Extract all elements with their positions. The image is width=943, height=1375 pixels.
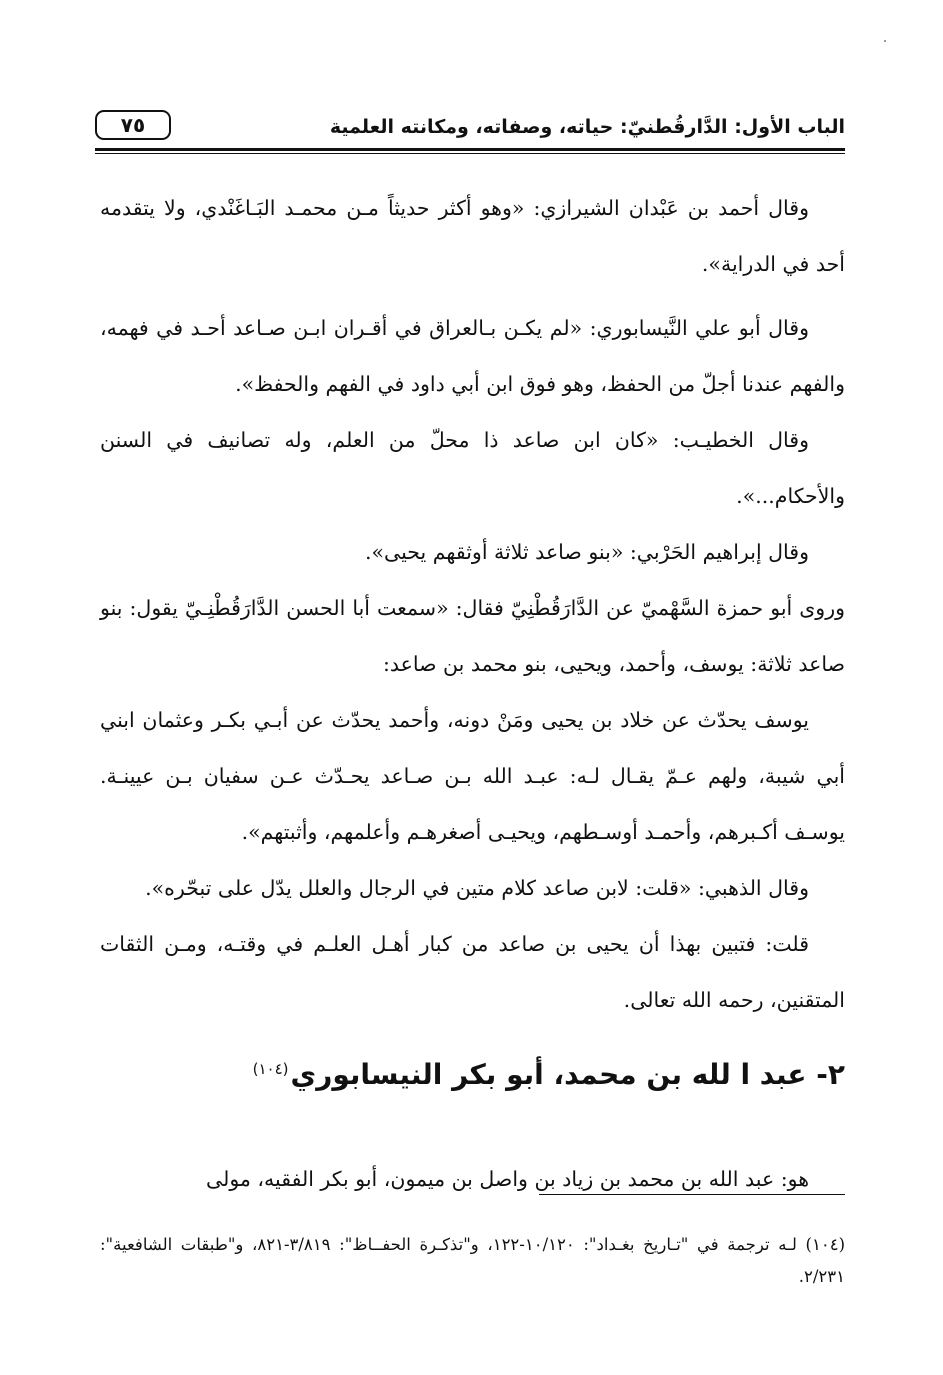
running-header: [95, 108, 845, 152]
paragraph: وقال إبراهيم الحَرْبي: «بنو صاعد ثلاثة أوثقهم يحيى».: [364, 540, 809, 564]
paragraph: وقال أبو علي النَّيسابوري: «لم يكـن بـالعراق في أقـران ابـن صـاعد أحـد في فهمه، والفهم عندنا أجلّ من الحفظ، وهو فوق ابن أبي داود في الفهم والحفظ».: [100, 316, 845, 396]
section-heading-text: ٢- عبد ا لله بن محمد، أبو بكر النيسابوري: [290, 1058, 845, 1091]
paragraph: يوسف يحدّث عن خلاد بن يحيى ومَنْ دونه، وأحمد يحدّث عن أبـي بكـر وعثمان ابني أبي شيبة، ولهم عـمّ يقـال لـه: عبـد الله بـن صـاعد يحـدّث عـن سفيان بـن عيينـة. يوسـف أكـبرهم، وأحمـد أوسـطهم، ويحيـى أصغرهـم وأعلمهم، وأثبتهم».: [100, 708, 845, 844]
paragraph: هو: عبد الله بن محمد بن زياد بن واصل بن ميمون، أبو بكر الفقيه، مولى: [206, 1166, 809, 1191]
header-divider: [95, 148, 845, 154]
page-number: ٧٥: [95, 110, 171, 140]
section-heading: [253, 1058, 845, 1091]
main-text: [100, 180, 845, 1028]
footnote-reference: (١٠٤): [252, 1059, 289, 1078]
paragraph: وقال أحمد بن عَبْدان الشيرازي: «وهو أكثر حديثاً مـن محمـد البَـاغَنْدي، ولا يتقدمه أحد في الدراية».: [100, 196, 845, 276]
paragraph: وقال الذهبي: «قلت: لابن صاعد كلام متين في الرجال والعلل يدّل على تبحّره».: [145, 876, 809, 900]
paragraph: وروى أبو حمزة السَّهْميّ عن الدَّارَقُطْنِيّ فقال: «سمعت أبا الحسن الدَّارَقُطْنِـيّ يقول: بنو صاعد ثلاثة: يوسف، وأحمد، ويحيى، بنو محمد بن صاعد:: [100, 596, 845, 676]
scan-speck: [884, 40, 886, 42]
paragraph: وقال الخطيـب: «كان ابن صاعد ذا محلّ من العلم، وله تصانيف في السنن والأحكام...».: [100, 428, 845, 508]
footnote: (١٠٤) لـه ترجمة في "تـاريخ بغـداد": ١٠/١٢٠-١٢٢، و"تذكـرة الحفــاظ": ٣/٨١٩-٨٢١، و"طبقات الشافعية": ٢/٢٣١.: [100, 1234, 845, 1286]
paragraph: قلت: فتبين بهذا أن يحيى بن صاعد من كبار أهـل العلـم في وقتـه، ومـن الثقات المتقنين، رحمه الله تعالى.: [100, 932, 845, 1012]
chapter-title: الباب الأول: الدَّارقُطنيّ: حياته، وصفاته، ومكانته العلمية: [329, 116, 845, 138]
footnote-divider: [539, 1194, 845, 1195]
